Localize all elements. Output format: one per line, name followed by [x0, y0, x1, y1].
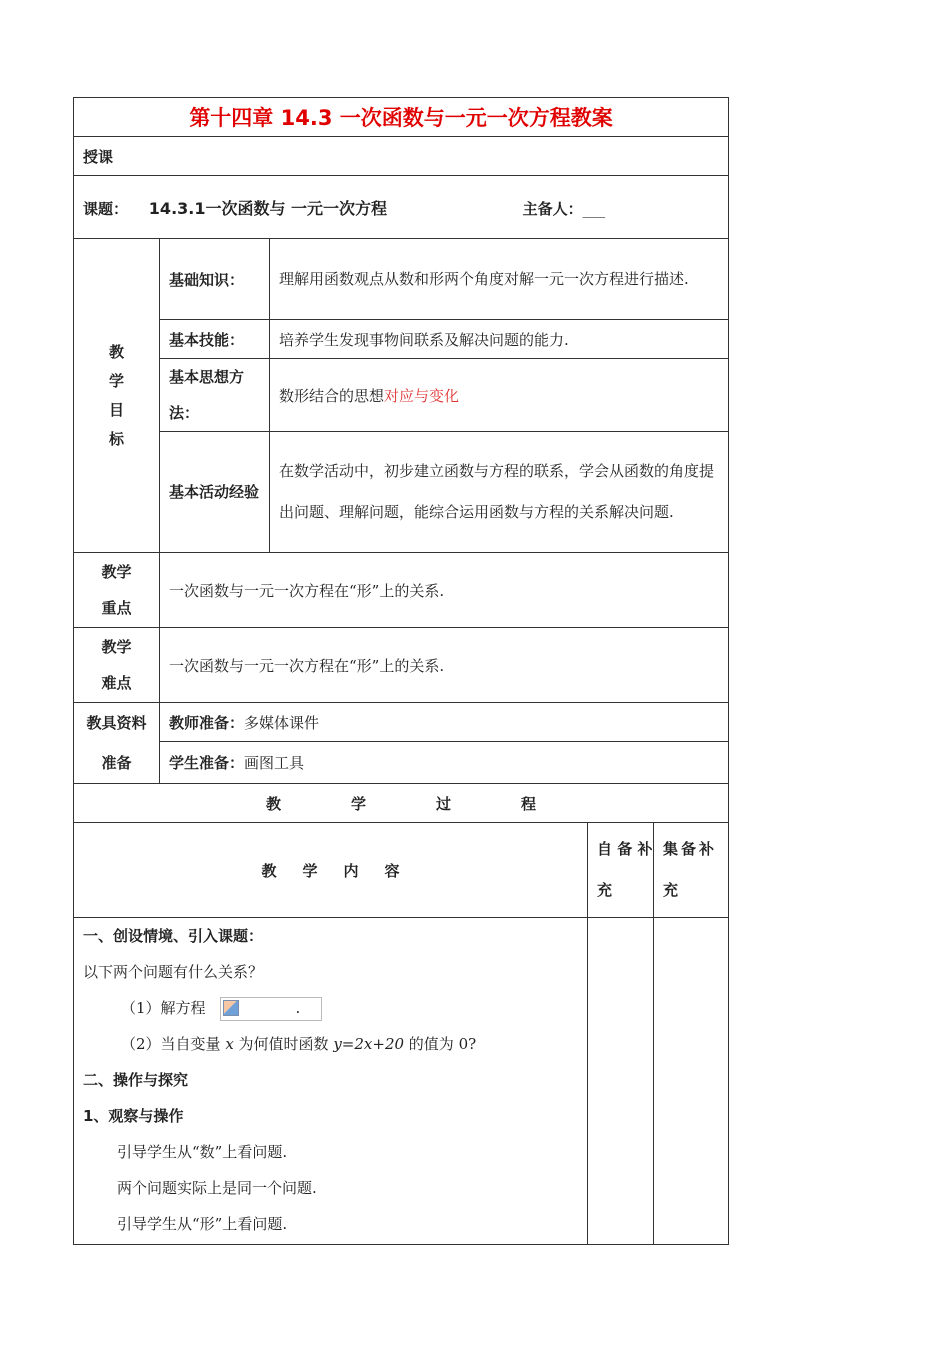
- lesson-plan: [73, 97, 728, 1245]
- group-prep-header: 集备补充: [654, 823, 729, 918]
- section-two-title: 二、操作与探究: [83, 1071, 189, 1089]
- objective-text: 理解用函数观点从数和形两个角度对解一元一次方程进行描述.: [270, 239, 729, 320]
- key-point-text: 一次函数与一元一次方程在“形”上的关系.: [160, 553, 729, 628]
- objective-text: 培养学生发现事物间联系及解决问题的能力.: [270, 320, 729, 359]
- student-prep-value: 画图工具: [244, 754, 305, 773]
- materials-label: 教具资料准备: [74, 703, 160, 784]
- objective-name: 基本技能：: [160, 320, 270, 359]
- function-formula: y=2x+20: [333, 1035, 405, 1053]
- document-title: 第十四章 14.3 一次函数与一元一次方程教案: [74, 98, 729, 137]
- objectives-char: 教: [108, 342, 124, 361]
- content-paragraph: 引导学生从“形”上看问题.: [117, 1215, 288, 1233]
- content-paragraph: 引导学生从“数”上看问题.: [117, 1143, 288, 1161]
- section-one-title: 一、创设情境、引入课题：: [83, 927, 264, 945]
- preparer-value: ___: [582, 199, 606, 218]
- student-prep-label: 学生准备：: [169, 754, 245, 773]
- objectives-char: 学: [108, 371, 124, 390]
- objective-name: 基本思想方法：: [160, 359, 270, 432]
- difficulty-text: 一次函数与一元一次方程在“形”上的关系.: [160, 628, 729, 703]
- group-prep-cell: [654, 918, 729, 1245]
- objectives-char: 目: [108, 400, 124, 419]
- self-prep-cell: [588, 918, 654, 1245]
- equation-image-placeholder: [220, 997, 322, 1021]
- content-body: [74, 918, 588, 1245]
- question-intro: 以下两个问题有什么关系？: [83, 963, 264, 981]
- section-two-subtitle: 1、观察与操作: [83, 1107, 184, 1125]
- objective-name: 基本活动经验: [160, 432, 270, 553]
- objectives-label: [74, 239, 160, 553]
- topic-row: [74, 176, 729, 239]
- objectives-char: 标: [108, 429, 124, 448]
- preparer-label: 主备人：: [522, 199, 583, 218]
- objective-name: 基础知识：: [160, 239, 270, 320]
- self-prep-header: 自 备 补充: [588, 823, 654, 918]
- question-one: （1）解方程 .: [74, 990, 587, 1026]
- difficulty-label: 教学难点: [74, 628, 160, 703]
- objective-text: [270, 359, 729, 432]
- content-paragraph: 两个问题实际上是同一个问题.: [117, 1179, 317, 1197]
- key-point-label: 教学重点: [74, 553, 160, 628]
- topic-label: 课题：: [83, 199, 129, 218]
- content-header: 教 学 内 容: [74, 823, 588, 918]
- teacher-prep: [160, 703, 729, 742]
- question-two: （2）当自变量 x 为何值时函数 y=2x+20 的值为 0?: [121, 1035, 477, 1053]
- teacher-prep-value: 多媒体课件: [244, 713, 320, 732]
- broken-image-icon: [223, 1000, 239, 1016]
- topic-value: 14.3.1一次函数与 一元一次方程: [148, 198, 388, 218]
- teach-label: 授课: [74, 137, 729, 176]
- objective-text-highlight: 对应与变化: [384, 386, 460, 405]
- teacher-prep-label: 教师准备：: [169, 713, 245, 732]
- process-header: 教 学 过 程: [74, 784, 729, 823]
- objective-text-main: 数形结合的思想: [279, 386, 385, 405]
- student-prep: [160, 742, 729, 784]
- objective-text: 在数学活动中，初步建立函数与方程的联系，学会从函数的角度提出问题、理解问题，能综合运用函数与方程的关系解决问题.: [270, 432, 729, 553]
- lesson-table: [73, 97, 729, 1245]
